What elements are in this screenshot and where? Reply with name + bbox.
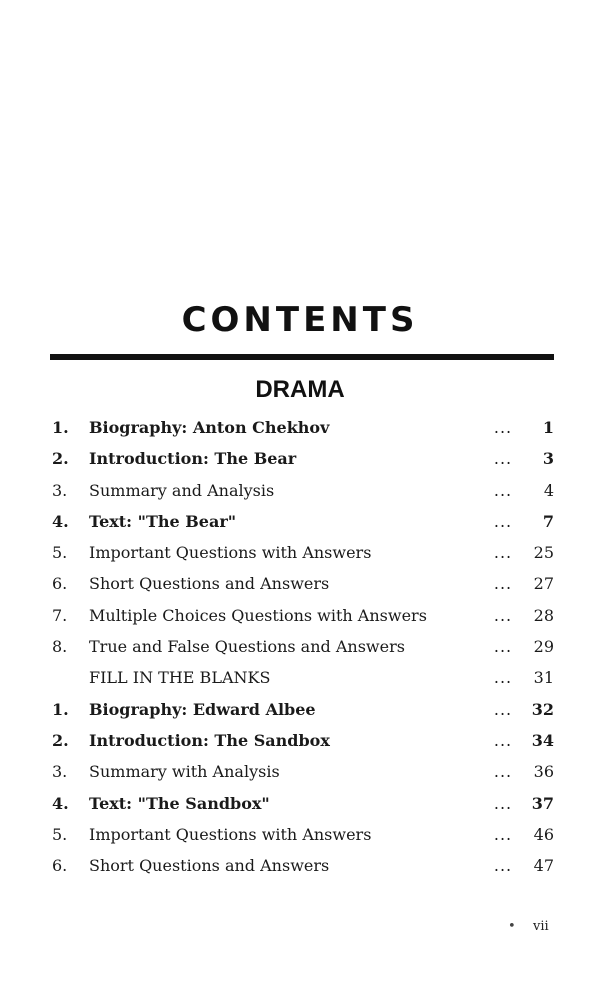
toc-entry[interactable] — [0, 412, 600, 443]
folio-mark: • — [508, 919, 516, 934]
entry-leader: ... — [493, 793, 513, 813]
entry-title[interactable]: Biography: Edward Albee — [89, 699, 316, 719]
entry-number: 5. — [52, 824, 68, 844]
entry-page[interactable]: 25 — [533, 543, 554, 563]
entry-leader: ... — [493, 730, 513, 750]
entry-number: 1. — [52, 699, 69, 719]
entry-number: 4. — [52, 793, 69, 813]
entry-page[interactable]: 1 — [542, 418, 554, 437]
entry-page[interactable]: 3 — [542, 449, 554, 469]
entry-leader: ... — [493, 856, 513, 876]
entry-number: 8. — [52, 637, 68, 657]
entry-page[interactable]: 31 — [533, 668, 554, 688]
entry-title[interactable]: True and False Questions and Answers — [89, 637, 405, 657]
entry-leader: ... — [493, 480, 513, 500]
entry-number: 2. — [52, 730, 69, 750]
entry-number: 3. — [52, 480, 68, 500]
title-rule — [50, 354, 554, 360]
entry-leader: ... — [493, 637, 513, 657]
entry-number: 3. — [52, 762, 68, 782]
entry-leader: ... — [493, 543, 513, 563]
toc-entry[interactable] — [0, 850, 600, 881]
toc-entry[interactable] — [0, 600, 600, 631]
entry-title[interactable]: FILL IN THE BLANKS — [89, 668, 271, 688]
entry-title[interactable]: Short Questions and Answers — [89, 574, 330, 594]
entry-page[interactable]: 32 — [531, 699, 554, 719]
entry-number: 7. — [52, 605, 68, 625]
entry-leader: ... — [493, 762, 513, 782]
entry-title[interactable]: Summary with Analysis — [89, 762, 280, 782]
toc-entry[interactable] — [0, 506, 600, 537]
entry-page[interactable]: 47 — [533, 856, 554, 876]
toc-entry[interactable] — [0, 725, 600, 756]
page-number: vii — [533, 919, 549, 934]
entry-title[interactable]: Multiple Choices Questions with Answers — [89, 605, 427, 625]
toc-entry[interactable] — [0, 788, 600, 819]
entry-title[interactable]: Important Questions with Answers — [89, 543, 372, 563]
toc-entry[interactable] — [0, 568, 600, 599]
entry-leader: ... — [493, 605, 513, 625]
entry-leader: ... — [493, 668, 513, 688]
entry-number: 6. — [52, 856, 68, 876]
entry-page[interactable]: 36 — [533, 762, 554, 782]
entry-title[interactable]: Introduction: The Sandbox — [89, 730, 330, 750]
entry-leader: ... — [493, 418, 513, 437]
section-heading: DRAMA — [255, 376, 345, 403]
toc-entry[interactable] — [0, 443, 600, 474]
entry-title[interactable]: Summary and Analysis — [89, 480, 275, 500]
entry-number: 2. — [52, 449, 69, 469]
toc-entry[interactable] — [0, 475, 600, 506]
entry-leader: ... — [493, 824, 513, 844]
entry-page[interactable]: 7 — [542, 511, 554, 531]
entry-title[interactable]: Biography: Anton Chekhov — [89, 418, 330, 437]
table-of-contents — [0, 412, 600, 881]
entry-page[interactable]: 37 — [531, 793, 554, 813]
entry-page[interactable]: 27 — [533, 574, 554, 594]
entry-page[interactable]: 34 — [531, 730, 554, 750]
entry-page[interactable]: 28 — [533, 605, 554, 625]
toc-entry[interactable] — [0, 756, 600, 787]
entry-number: 6. — [52, 574, 68, 594]
entry-leader: ... — [493, 574, 513, 594]
entry-leader: ... — [493, 511, 513, 531]
toc-entry[interactable] — [0, 537, 600, 568]
entry-title[interactable]: Short Questions and Answers — [89, 856, 330, 876]
entry-title[interactable]: Introduction: The Bear — [89, 449, 297, 469]
entry-title[interactable]: Text: "The Sandbox" — [89, 793, 270, 813]
entry-leader: ... — [493, 699, 513, 719]
entry-leader: ... — [493, 449, 513, 469]
entry-page[interactable]: 46 — [533, 824, 554, 844]
entry-number: 4. — [52, 511, 69, 531]
entry-page[interactable]: 29 — [533, 637, 554, 657]
toc-entry[interactable] — [0, 819, 600, 850]
entry-number: 5. — [52, 543, 68, 563]
toc-entry[interactable] — [0, 662, 600, 693]
toc-entry[interactable] — [0, 631, 600, 662]
toc-entry[interactable] — [0, 694, 600, 725]
entry-page[interactable]: 4 — [543, 480, 554, 500]
entry-number: 1. — [52, 418, 69, 437]
page-title: CONTENTS — [181, 300, 419, 340]
entry-title[interactable]: Important Questions with Answers — [89, 824, 372, 844]
entry-title[interactable]: Text: "The Bear" — [89, 511, 237, 531]
